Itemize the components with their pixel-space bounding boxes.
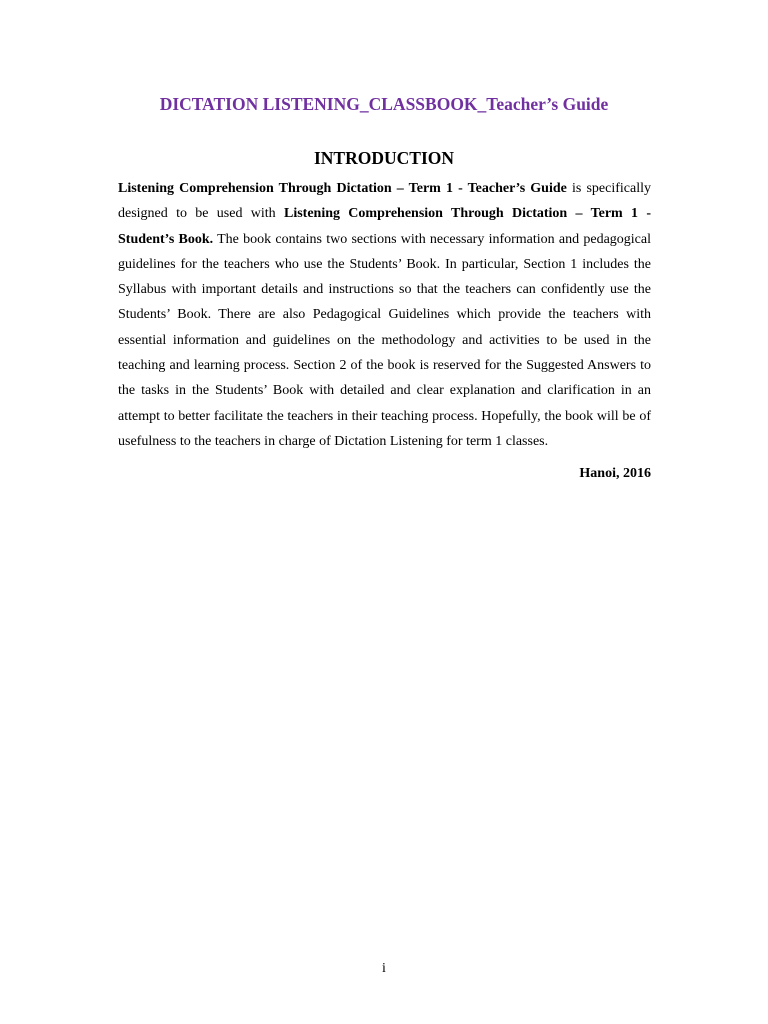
section-heading: INTRODUCTION xyxy=(313,148,455,168)
document-title: DICTATION LISTENING_CLASSBOOK_Teacher’s Guide xyxy=(159,94,609,114)
page-number: i xyxy=(382,961,386,976)
book-title-students-book: Listening Comprehension Through Dictation – Term 1 - Student’s Book. xyxy=(118,206,651,247)
intro-text-2: The book contains two sections with necessary information and pedagogical guidelines for the teachers who use the Students’ Book. In particular, Section 1 includes the Syllabus with important details and instructions so that the teachers can confidently use the Students’ Book. There are also Pedagogical Guidelines which provide the teachers with essential information and guidelines on the methodology and activities to be used in the teaching and learning process. Section 2 of the book is reserved for the Suggested Answers to the tasks in the Students’ Book with detailed and clear explanation and clarification in an attempt to better facilitate the teachers in their teaching process. Hopefully, the book will be of usefulness to the teachers in charge of Dictation Listening for term 1 classes. xyxy=(118,231,651,449)
book-title-teachers-guide: Listening Comprehension Through Dictation – Term 1 - Teacher’s Guide xyxy=(118,181,567,196)
place-date-signature: Hanoi, 2016 xyxy=(579,466,651,481)
intro-text-1: is specifically designed to be used with xyxy=(118,181,651,222)
intro-paragraph xyxy=(118,176,651,454)
